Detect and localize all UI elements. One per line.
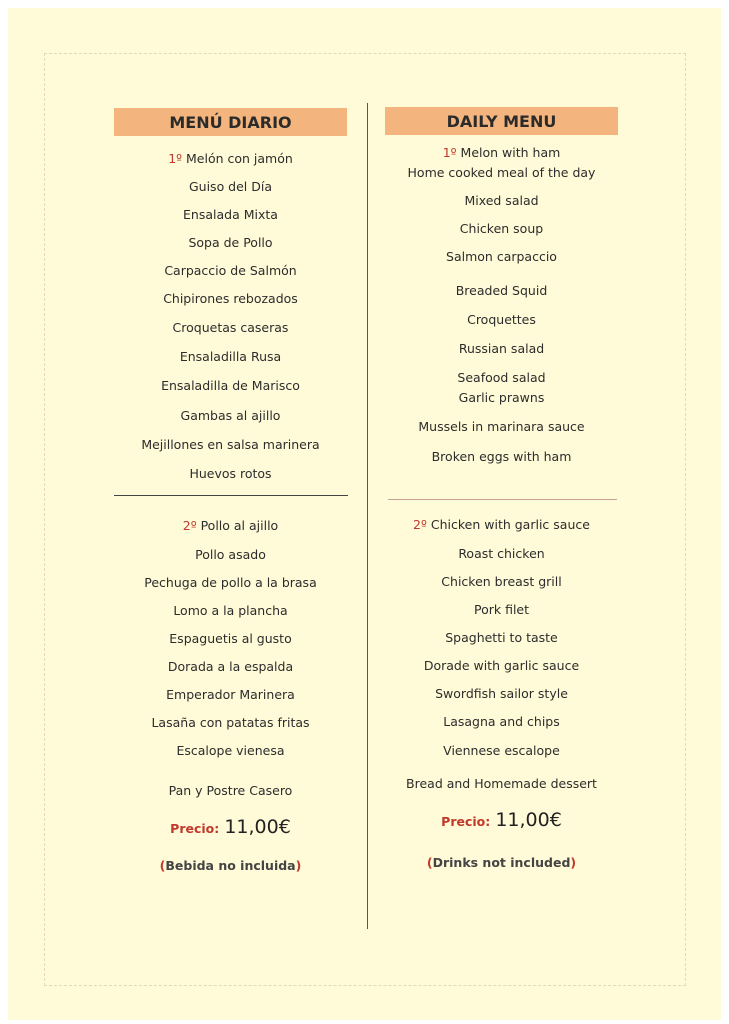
left-price [114,816,347,838]
item-label: Melon with ham [460,145,561,160]
menu-item: Escalope vienesa [176,743,285,758]
course-number: 2º [413,517,427,532]
menu-item: Salmon carpaccio [446,249,557,264]
left-header: MENÚ DIARIO [114,108,347,136]
menu-item: Russian salad [458,341,545,356]
column-divider [367,103,368,929]
note-paren: ( [426,855,433,870]
menu-item: Lasagna and chips [443,714,560,729]
note-text: Bebida no incluida [165,858,296,873]
menu-item: Roast chicken [458,546,545,561]
menu-item: Seafood salad [457,370,546,385]
menu-item [385,517,618,532]
course-number: 2º [182,518,197,533]
menu-item: Huevos rotos [189,466,272,481]
right-header: DAILY MENU [385,107,618,135]
menu-item: Mixed salad [464,193,539,208]
menu-item: Broken eggs with ham [431,449,572,464]
menu-item: Dorada a la espalda [167,659,294,674]
menu-item: Chipirones rebozados [163,291,298,306]
note-paren: ) [570,855,577,870]
menu-item: Garlic prawns [458,390,545,405]
menu-item: Gambas al ajillo [180,408,281,423]
menu-item: Croquettes [467,312,536,327]
price-label: Precio: [170,821,220,836]
menu-item: Swordfish sailor style [435,686,568,701]
menu-item: Guiso del Día [188,179,273,194]
menu-item [385,145,618,160]
price-label: Precio: [441,814,491,829]
menu-item: Pollo asado [195,547,266,562]
right-price [385,809,618,831]
right-drinks-note [385,855,618,870]
menu-item: Lomo a la plancha [173,603,288,618]
menu-item: Espaguetis al gusto [169,631,292,646]
note-paren: ( [159,858,166,873]
price-value: 11,00€ [495,809,562,831]
menu-item: Pork filet [473,602,530,617]
menu-item: Mussels in marinara sauce [418,419,585,434]
menu-item: Sopa de Pollo [188,235,273,250]
menu-item: Carpaccio de Salmón [164,263,297,278]
right-section-divider [388,499,617,500]
menu-item: Dorade with garlic sauce [423,658,580,673]
item-label: Chicken with garlic sauce [430,517,590,532]
menu-item: Emperador Marinera [166,687,295,702]
menu-item: Mejillones en salsa marinera [141,437,320,452]
course-number: 1º [442,145,457,160]
item-label: Pollo al ajillo [200,518,279,533]
menu-item: Ensaladilla Rusa [179,349,282,364]
menu-item: Spaghetti to taste [445,630,558,645]
menu-item: Breaded Squid [455,283,548,298]
menu-extra: Bread and Homemade dessert [406,776,597,791]
menu-item: Home cooked meal of the day [407,165,596,180]
menu-item [114,151,347,166]
menu-item: Chicken breast grill [441,574,562,589]
course-number: 1º [168,151,183,166]
menu-item [114,518,347,533]
price-value: 11,00€ [224,816,291,838]
menu-item: Lasaña con patatas fritas [151,715,310,730]
menu-item: Pechuga de pollo a la brasa [144,575,317,590]
left-drinks-note [114,858,347,873]
menu-item: Viennese escalope [443,743,560,758]
menu-item: Ensalada Mixta [183,207,278,222]
note-paren: ) [295,858,302,873]
left-section-divider [114,495,348,496]
menu-extra: Pan y Postre Casero [168,783,293,798]
menu-item: Chicken soup [459,221,544,236]
item-label: Melón con jamón [186,151,293,166]
menu-item: Croquetas caseras [172,320,289,335]
menu-item: Ensaladilla de Marisco [161,378,300,393]
note-text: Drinks not included [432,855,571,870]
